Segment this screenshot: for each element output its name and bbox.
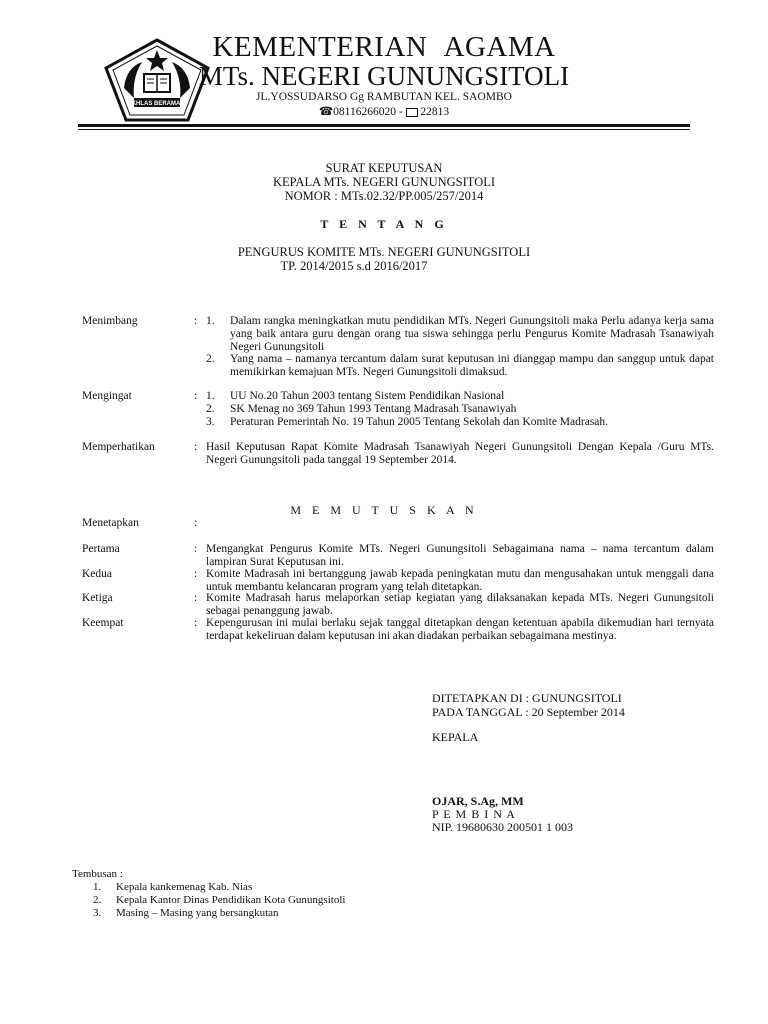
decision-label: Pertama: [82, 543, 120, 555]
memperhatikan-colon: :: [194, 441, 198, 453]
menimbang-num: 1.: [206, 315, 215, 327]
decree-title: SURAT KEPUTUSAN: [325, 161, 443, 175]
decision-label: Keempat: [82, 617, 124, 629]
school-contact: [0, 104, 768, 118]
decision-colon: :: [194, 592, 198, 604]
signature-position: KEPALA: [432, 730, 479, 744]
tembusan-item: Masing – Masing yang bersangkutan: [116, 907, 279, 919]
menimbang-num: 2.: [206, 353, 215, 365]
mengingat-num: 2.: [206, 403, 215, 415]
letterhead-rule-thin: [78, 129, 690, 130]
mengingat-item: Peraturan Pemerintah No. 19 Tahun 2005 Tentang Sekolah dan Komite Madrasah.: [230, 416, 609, 428]
decision-text: Komite Madrasah harus melaporkan setiap kegiatan yang dilaksanakan kepada MTs. Negeri Gunungsitoli sebagai penanggung jawab.: [206, 592, 714, 617]
signature-place: DITETAPKAN DI : GUNUNGSITOLI: [432, 691, 622, 705]
menetapkan-colon: :: [194, 517, 198, 529]
tembusan-label: Tembusan :: [72, 868, 123, 880]
decision-text: Kepengurusan ini mulai berlaku sejak tanggal ditetapkan dengan ketentuan apabila dikemudian hari ternyata terdapat kekeliruan dalam keputusan ini akan diadakan perbaikan sebagaimana mestinya.: [206, 617, 714, 642]
mengingat-num: 3.: [206, 416, 215, 428]
decision-colon: :: [194, 543, 198, 555]
decision-colon: :: [194, 617, 198, 629]
memperhatikan-label: Memperhatikan: [82, 441, 155, 453]
menimbang-item: Yang nama – namanya tercantum dalam surat keputusan ini dianggap mampu dan sanggup untuk dapat memikirkan kemajuan MTs. Negeri Gunungsitoli dimaksud.: [230, 353, 714, 378]
menetapkan-label: Menetapkan: [82, 517, 139, 529]
mengingat-item: SK Menag no 369 Tahun 1993 Tentang Madrasah Tsanawiyah: [230, 403, 517, 415]
tembusan-item: Kepala kankemenag Kab. Nias: [116, 881, 253, 893]
mengingat-num: 1.: [206, 390, 215, 402]
svg-text:IKHLAS BERAMAL: IKHLAS BERAMAL: [130, 101, 184, 107]
tentang-heading: T E N T A N G: [320, 217, 448, 231]
institution-name: KEMENTERIAN AGAMA: [212, 31, 556, 63]
signatory-name: OJAR, S.Ag, MM: [432, 794, 524, 808]
phone-number: 08116266020 -: [333, 106, 403, 118]
school-name: MTs. NEGERI GUNUNGSITOLI: [198, 61, 570, 91]
mengingat-label: Mengingat: [82, 390, 132, 402]
menimbang-label: Menimbang: [82, 315, 138, 327]
tembusan-num: 3.: [93, 907, 102, 919]
decree-period: TP. 2014/2015 s.d 2016/2017: [280, 259, 428, 273]
mengingat-item: UU No.20 Tahun 2003 tentang Sistem Pendidikan Nasional: [230, 390, 505, 402]
decree-issuer: KEPALA MTs. NEGERI GUNUNGSITOLI: [272, 175, 496, 189]
school-address: JL.YOSSUDARSO Gg RAMBUTAN KEL. SAOMBO: [256, 91, 512, 103]
memutuskan-heading: M E M U T U S K A N: [290, 503, 478, 517]
decision-text: Komite Madrasah ini bertanggung jawab kepada peningkatan mutu dan mengusahakan untuk menggali dana untuk membantu kelancaran program yang telah ditetapkan.: [206, 568, 714, 593]
signatory-rank: P E M B I N A: [432, 807, 516, 821]
tembusan-item: Kepala Kantor Dinas Pendidikan Kota Gunungsitoli: [116, 894, 346, 906]
postal-code: 22813: [420, 106, 450, 118]
decree-subject: PENGURUS KOMITE MTs. NEGERI GUNUNGSITOLI: [237, 245, 531, 259]
tembusan-num: 1.: [93, 881, 102, 893]
mengingat-colon: :: [194, 390, 198, 402]
decision-text: Mengangkat Pengurus Komite MTs. Negeri Gunungsitoli Sebagaimana nama – nama tercantum dalam lampiran Surat Keputusan ini.: [206, 543, 714, 568]
memperhatikan-text: Hasil Keputusan Rapat Komite Madrasah Tsanawiyah Negeri Gunungsitoli Dengan Kepala /Guru MTs. Negeri Gunungsitoli pada tanggal 19 September 2014.: [206, 441, 714, 466]
tembusan-num: 2.: [93, 894, 102, 906]
decision-colon: :: [194, 568, 198, 580]
signatory-nip: NIP. 19680630 200501 1 003: [432, 820, 574, 834]
telephone-icon: ☎: [318, 106, 334, 118]
signature-date: PADA TANGGAL : 20 September 2014: [432, 705, 625, 719]
letterhead-rule-thick: [78, 124, 690, 127]
decision-label: Kedua: [82, 568, 113, 580]
envelope-icon: [406, 108, 418, 117]
decree-number: NOMOR : MTs.02.32/PP.005/257/2014: [284, 189, 484, 203]
menimbang-colon: :: [194, 315, 198, 327]
menimbang-item: Dalam rangka meningkatkan mutu pendidikan MTs. Negeri Gunungsitoli maka Perlu adanya kerja sama yang baik antara guru dengan orang tua siswa sehingga perlu Pengurus Komite Madrasah Tsanawiyah Negeri Gunungsitoli: [230, 315, 714, 353]
decision-label: Ketiga: [82, 592, 113, 604]
